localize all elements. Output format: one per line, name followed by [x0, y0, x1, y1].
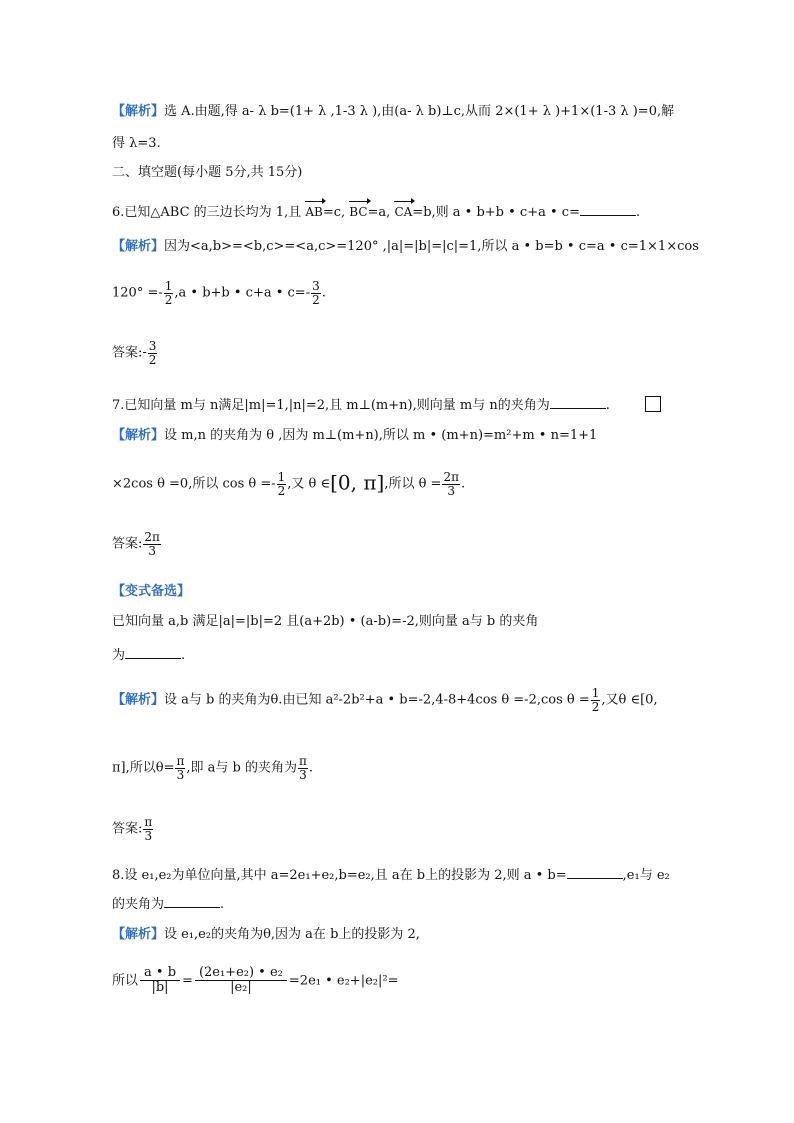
section-title: 二、填空题(每小题 5分,共 15分) [112, 165, 303, 180]
answer-blank [550, 396, 606, 409]
fraction: $\frac{\pi}{3}$ [144, 815, 153, 843]
answer-blank [567, 866, 623, 879]
jiexi-label: 【解析】 [112, 239, 165, 254]
answer-variant [112, 816, 154, 842]
vector-ca: CA [394, 205, 413, 219]
question-8: 8.设 e₁,e₂为单位向量,其中 a=2e₁+e₂,b=e₂,且 a在 b上的投影为 2,则 a • b= ,e₁与 e₂ [112, 868, 670, 883]
answer-label: 答案: [112, 345, 143, 361]
fraction: $\frac{a • b}{|b|}$ [140, 966, 180, 996]
fraction: $\frac{1}{2}$ [164, 279, 173, 307]
vector-ab: AB [305, 205, 323, 219]
solution-q8: 【解析】设 e₁,e₂的夹角为θ,因为 a在 b上的投影为 2, [112, 927, 420, 942]
fraction: $\frac{2\pi}{3}$ [443, 470, 459, 498]
solution-text: 选 A.由题,得 a- λ b=(1+ λ ,1-3 λ ),由(a- λ b)⊥c,从而 2×(1+ λ )+1×(1-3 λ )=0,解 [164, 104, 675, 119]
fraction: $\frac{1}{2}$ [591, 686, 600, 714]
vector-bc: BC [349, 205, 368, 219]
fraction: $\frac{3}{2}$ [148, 339, 157, 367]
solution-q6: 【解析】因为<a,b>=<b,c>=<a,c>=120° ,|a|=|b|=|c|=1,所以 a • b=b • c=a • c=1×1×cos [112, 239, 699, 254]
solution-q5 [112, 104, 674, 120]
jiexi-label: 【解析】 [112, 692, 165, 708]
solution-q5-cont: 得 λ=3. [112, 136, 161, 151]
jiexi-label: 【解析】 [112, 927, 165, 942]
fraction: $\frac{\pi}{3}$ [176, 754, 185, 782]
variant-question: 已知向量 a,b 满足|a|=|b|=2 且(a+2b) • (a-b)=-2,则向量 a与 b 的夹角 [112, 614, 539, 629]
jiexi-label: 【解析】 [112, 104, 165, 119]
fraction: $\frac{1}{2}$ [277, 470, 286, 498]
checkbox-square [645, 396, 661, 412]
fraction: $\frac{\pi}{3}$ [298, 754, 307, 782]
solution-q7: 【解析】设 m,n 的夹角为 θ ,因为 m⊥(m+n),所以 m • (m+n)=m²+m • n=1+1 [112, 428, 598, 443]
variant-heading: 【变式备选】 [112, 584, 191, 599]
solution-q7-cont: ×2cos θ =0,所以 cos θ =- $\frac{1}{2}$ ,又 θ ∈[0, π],所以 θ = $\frac{2\pi}{3}$ . [112, 470, 466, 498]
answer-q6: 答案:- $\frac{3}{2}$ [112, 339, 157, 367]
answer-blank [164, 895, 220, 908]
answer-blank [580, 203, 636, 216]
interval: [0, π] [330, 470, 385, 495]
question-8-cont: 的夹角为 . [112, 897, 225, 912]
solution-variant: 【解析】设 a与 b 的夹角为θ.由已知 a²-2b²+a • b=-2,4-8+4cos θ =-2,cos θ = $\frac{1}{2}$ ,又θ ∈[0, [112, 686, 658, 714]
fraction: $\frac{3}{2}$ [312, 279, 320, 307]
variant-question-cont: 为 . [112, 648, 186, 663]
question-6: 6.已知△ABC 的三边长均为 1,且 AB=c, BC=a, CA=b,则 a • b+b • c+a • c= . [112, 205, 641, 220]
answer-label: 答案: [112, 536, 143, 552]
answer-blank [125, 646, 181, 659]
fraction: $\frac{2\pi}{3}$ [144, 530, 160, 558]
solution-q6-cont: 120° =- $\frac{1}{2}$ ,a • b+b • c+a • c=- $\frac{3}{2}$ . [112, 279, 326, 307]
solution-q8-cont: 所以 $\frac{a • b}{|b|}$ = $\frac{\text{(2e₁+e₂) • e₂}}{\text{|e₂|}}$ =2e₁ • e₂+|e₂|²= [112, 965, 399, 996]
solution-variant-cont: π],所以θ= $\frac{\pi}{3}$ ,即 a与 b 的夹角为 $\frac{\pi}{3}$ . [112, 754, 313, 782]
answer-q7 [112, 531, 162, 557]
answer-label: 答案: [112, 821, 143, 837]
fraction: $\frac{\text{(2e₁+e₂) • e₂}}{\text{|e₂|}}$ [195, 966, 287, 996]
jiexi-label: 【解析】 [112, 428, 165, 443]
question-7: 7.已知向量 m与 n满足|m|=1,|n|=2,且 m⊥(m+n),则向量 m与 n的夹角为 . [112, 398, 610, 413]
